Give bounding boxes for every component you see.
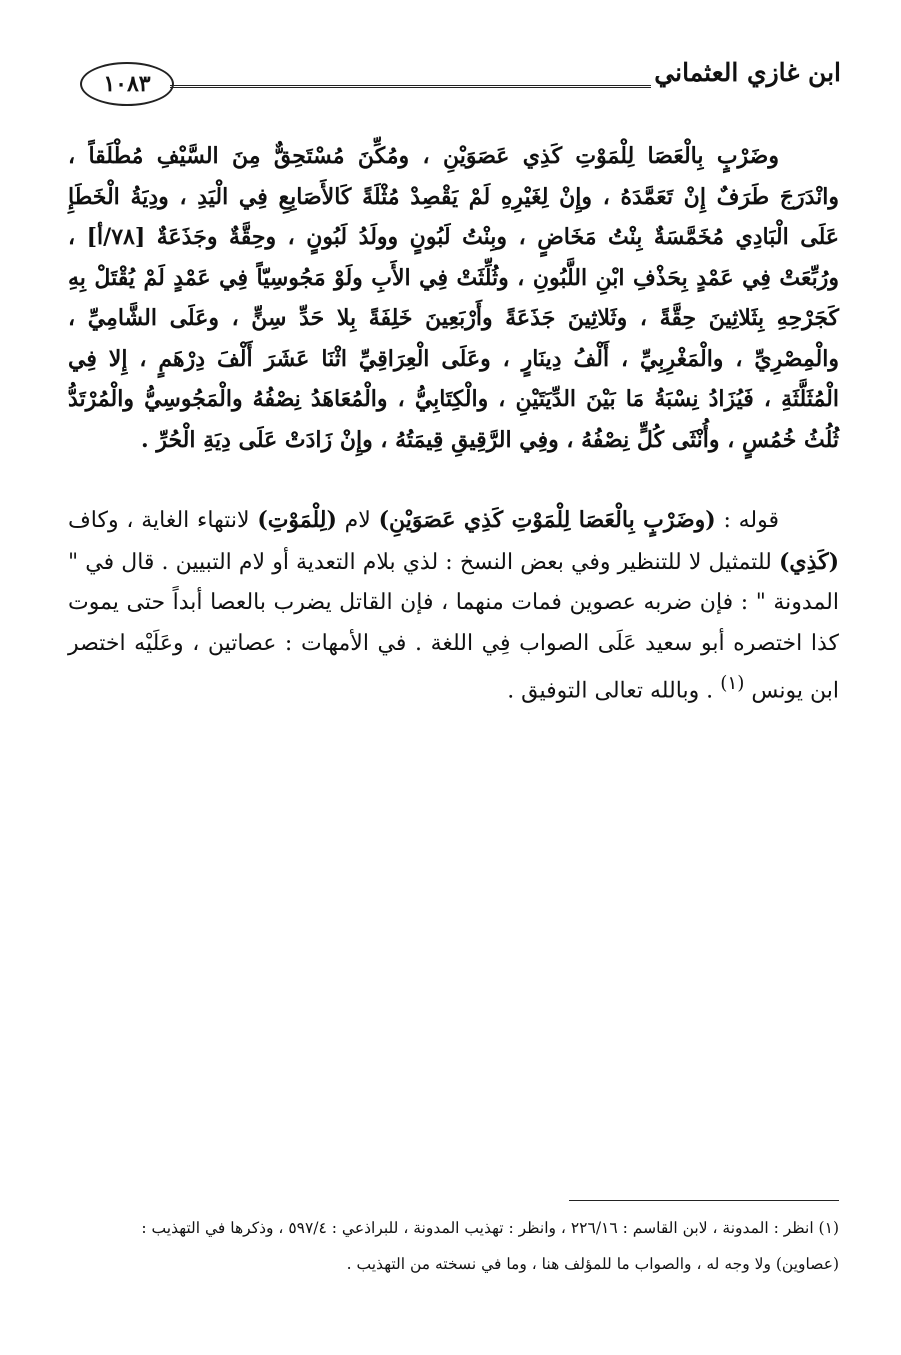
footnote-separator (569, 1200, 839, 1201)
header-rule (170, 85, 651, 90)
footnote-line: (١) انظر : المدونة ، لابن القاسم : ٢٢٦/١٦ ، وانظر : تهذيب المدونة ، للبراذعي : ٥٩٧/٤ ، وذكرها في التهذيب : (141, 1219, 839, 1237)
page-header (70, 40, 841, 120)
commentary-lead: قوله : (715, 508, 780, 533)
commentary-quote: (لِلْمَوْتِ) (257, 507, 337, 533)
commentary-quote: (وضَرْبٍ بِالْعَصَا لِلْمَوْتِ كَذِي عَصَوَيْنِ) (378, 507, 716, 533)
commentary-text: لانتهاء الغاية ، وكاف (68, 508, 258, 533)
commentary-text: لام (336, 508, 379, 533)
running-title: ابن غازي العثماني (654, 58, 841, 87)
commentary-closing: . وبالله تعالى التوفيق . (507, 678, 721, 704)
commentary-paragraph (68, 500, 839, 712)
page-number: ١٠٨٣ (80, 62, 174, 106)
footnotes (66, 1210, 839, 1282)
matn-paragraph: وضَرْبٍ بِالْعَصَا لِلْمَوْتِ كَذِي عَصَوَيْنِ ، ومُكِّنَ مُسْتَحِقٌّ مِنَ السَّيْفِ مُطْلَقاً ، وانْدَرَجَ طَرَفٌ إِنْ تَعَمَّدَهُ ، وإِنْ لِغَيْرِهِ لَمْ يَقْصِدْ مُثْلَةً كَالأَصَابِعِ فِي الْيَدِ ، ودِيَةُ الْخَطَإِ عَلَى الْبَادِي مُخَمَّسَةٌ بِنْتُ مَخَاضٍ ، وبِنْتُ لَبُونٍ وولَدُ لَبُونٍ ، وحِقَّةٌ وجَذَعَةٌ [٧٨/أ] ، ورُبِّعَتْ فِي عَمْدٍ بِحَذْفِ ابْنِ اللَّبُونِ ، وثُلِّثَتْ فِي الأَبِ ولَوْ مَجُوسِيّاً فِي عَمْدٍ لَمْ يُقْتَلْ بِهِ كَجَرْحِهِ بِثَلاثِينَ حِقَّةً ، وثَلاثِينَ جَذَعَةً وأَرْبَعِينَ خَلِفَةً بِلا حَدِّ سِنٍّ ، وعَلَى الشَّامِيِّ ، والْمِصْرِيِّ ، والْمَغْرِبِيِّ ، أَلْفُ دِينَارٍ ، وعَلَى الْعِرَاقِيِّ اثْنَا عَشَرَ أَلْفَ دِرْهَمٍ ، إِلا فِي الْمُثَلَّثَةِ ، فَيُزَادُ نِسْبَةُ مَا بَيْنَ الدِّيَتَيْنِ ، والْكِتَابِيُّ ، والْمُعَاهَدُ نِصْفُهُ والْمَجُوسِيُّ والْمُرْتَدُّ ثُلُثُ خُمُسٍ ، وأُنْثَى كُلٍّ نِصْفُهُ ، وفِي الرَّقِيقِ قِيمَتُهُ ، وإِنْ زَادَتْ عَلَى دِيَةِ الْحُرِّ . (68, 143, 839, 453)
footnote-marker: (١) (720, 673, 745, 694)
commentary-text: للتمثيل لا للتنظير وفي بعض النسخ : لذي بلام التعدية أو لام التبيين . قال في " المدونة " : فإن ضربه عصوين فمات منهما ، فإن القاتل يضرب بالعصا أبداً حتى يموت كذا اختصره أبو سعيد عَلَى الصواب فِي اللغة . في الأمهات : عصاتين ، وعَلَيْه اختصر ابن يونس (68, 549, 839, 704)
commentary-quote: (كَذِي) (778, 548, 839, 575)
footnote-line: (عصاوين) ولا وجه له ، والصواب ما للمؤلف هنا ، وما في نسخته من التهذيب . (346, 1255, 839, 1273)
